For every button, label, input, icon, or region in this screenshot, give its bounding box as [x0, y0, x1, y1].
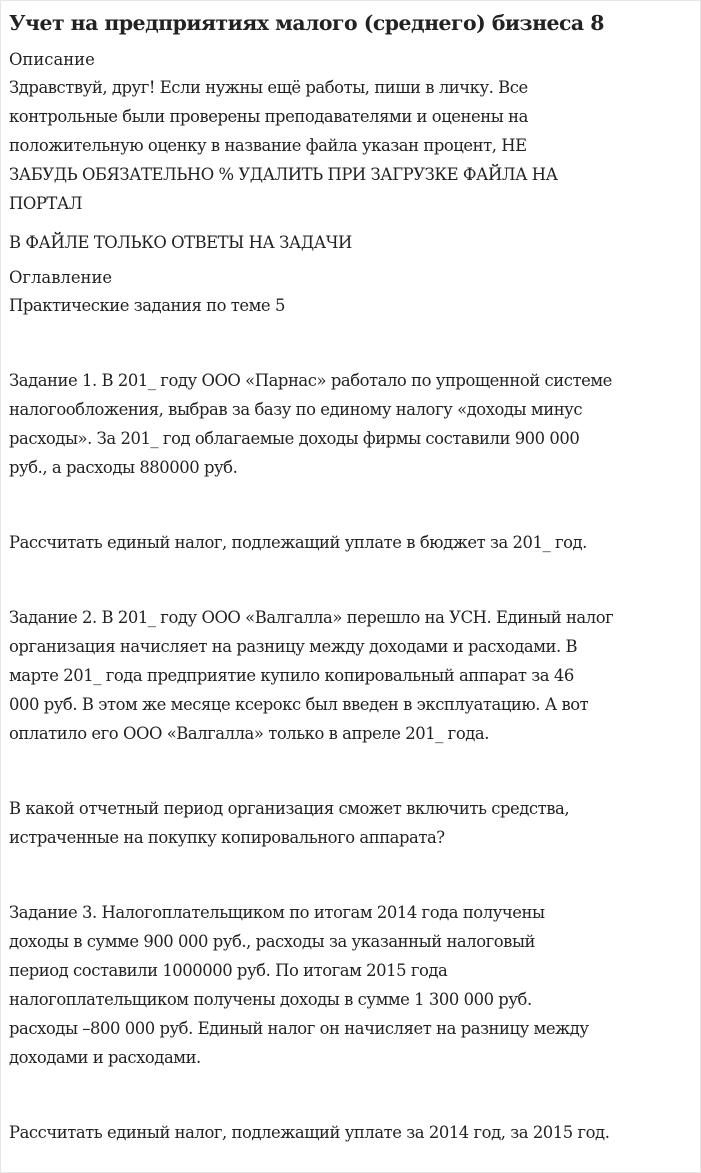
task-line: период составили 1000000 руб. По итогам 2015 года: [9, 961, 448, 980]
task-1-condition: [9, 366, 695, 482]
task-3-question: [9, 1118, 695, 1147]
task-line: Рассчитать единый налог, подлежащий уплате за 2014 год, за 2015 год.: [9, 1123, 610, 1142]
task-line: налогоплательщиком получены доходы в сумме 1 300 000 руб.: [9, 990, 532, 1009]
description-label: Описание: [9, 50, 95, 69]
task-3-condition: [9, 898, 695, 1072]
toc-label: Оглавление: [9, 268, 113, 287]
task-line: истраченные на покупку копировального аппарата?: [9, 828, 445, 847]
task-line: расходы –800 000 руб. Единый налог он начисляет на разницу между: [9, 1019, 589, 1038]
task-line: Задание 3. Налогоплательщиком по итогам 2014 года получены: [9, 903, 545, 922]
task-line: руб., а расходы 880000 руб.: [9, 458, 238, 477]
description-line: контрольные были проверены преподавателями и оценены на: [9, 107, 528, 126]
task-2-question: [9, 794, 695, 852]
task-line: 000 руб. В этом же месяце ксерокс был введен в эксплуатацию. А вот: [9, 695, 589, 714]
task-line: расходы». За 201_ год облагаемые доходы фирмы составили 900 000: [9, 429, 580, 448]
task-line: В какой отчетный период организация сможет включить средства,: [9, 799, 570, 818]
toc-topic-text: Практические задания по теме 5: [9, 296, 285, 315]
task-line: марте 201_ года предприятие купило копировальный аппарат за 46: [9, 666, 574, 685]
task-2-condition: [9, 603, 695, 748]
description-text: [9, 73, 695, 218]
task-line: оплатило его ООО «Валгалла» только в апреле 201_ года.: [9, 724, 489, 743]
description-note: [9, 228, 695, 257]
document-content: [9, 6, 695, 1147]
task-line: Задание 1. В 201_ году ООО «Парнас» работало по упрощенной системе: [9, 371, 612, 390]
task-line: Задание 2. В 201_ году ООО «Валгалла» перешло на УСН. Единый налог: [9, 608, 614, 627]
task-line: доходами и расходами.: [9, 1048, 201, 1067]
toc-topic: [9, 291, 695, 320]
task-1-question: [9, 528, 695, 557]
task-line: организация начисляет на разницу между доходами и расходами. В: [9, 637, 578, 656]
task-line: доходы в сумме 900 000 руб., расходы за указанный налоговый: [9, 932, 536, 951]
description-line: Здравствуй, друг! Если нужны ещё работы, пиши в личку. Все: [9, 78, 528, 97]
description-line: ПОРТАЛ: [9, 194, 83, 213]
document-title: Учет на предприятиях малого (среднего) бизнеса 8: [9, 11, 604, 35]
description-line: ЗАБУДЬ ОБЯЗАТЕЛЬНО % УДАЛИТЬ ПРИ ЗАГРУЗКЕ ФАЙЛА НА: [9, 165, 558, 184]
description-line: положительную оценку в название файла указан процент, НЕ: [9, 136, 527, 155]
task-line: Рассчитать единый налог, подлежащий уплате в бюджет за 201_ год.: [9, 533, 587, 552]
description-note-text: В ФАЙЛЕ ТОЛЬКО ОТВЕТЫ НА ЗАДАЧИ: [9, 233, 352, 252]
task-line: налогообложения, выбрав за базу по единому налогу «доходы минус: [9, 400, 583, 419]
